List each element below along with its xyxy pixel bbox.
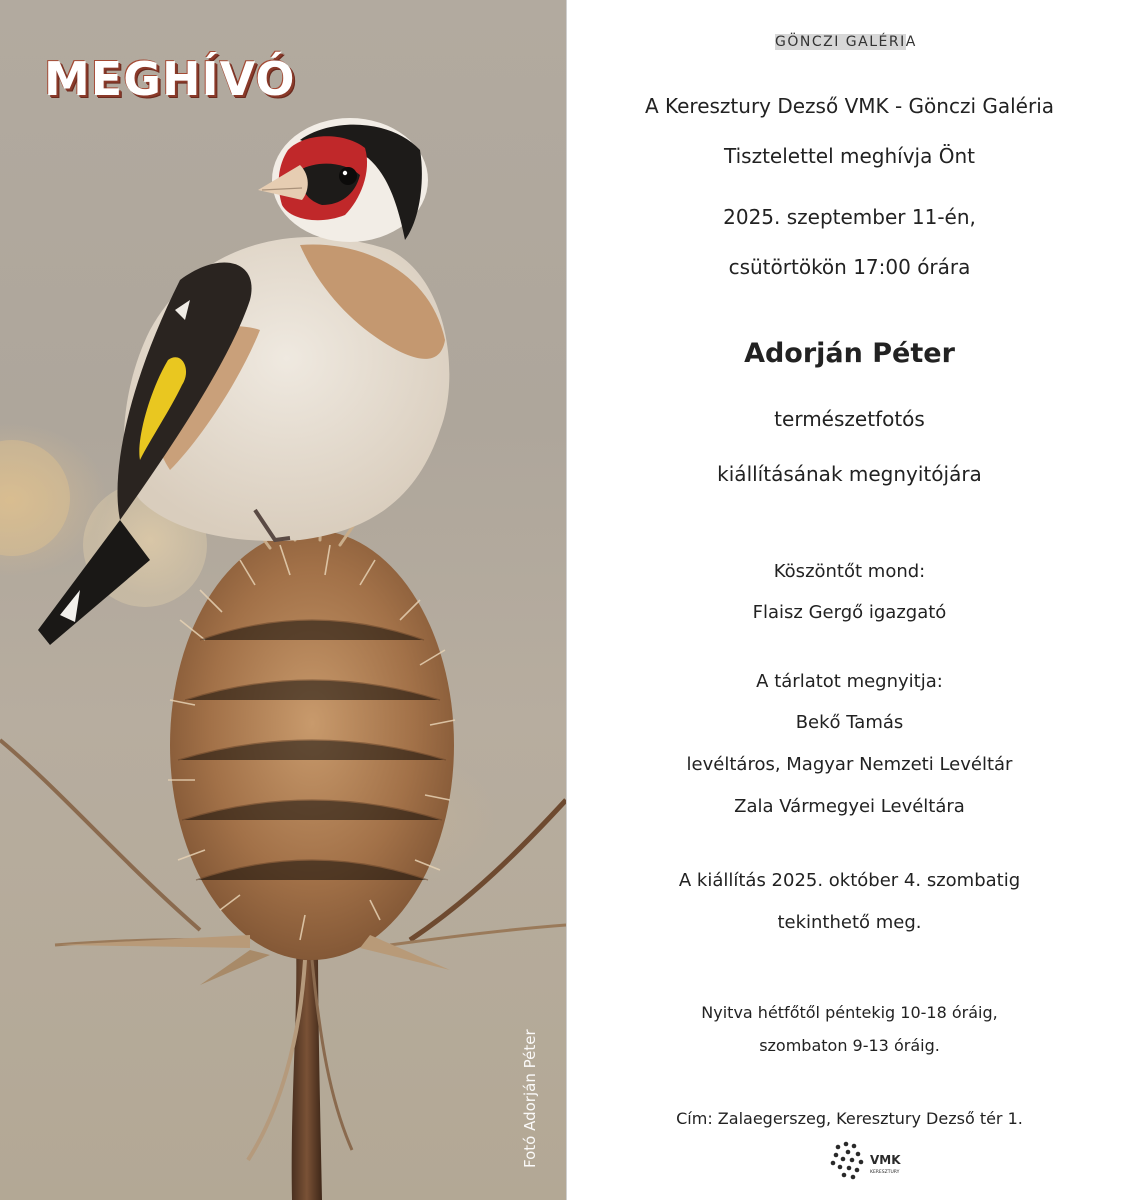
exhibition-until-1: A kiállítás 2025. október 4. szombatig	[678, 870, 1021, 891]
invitation-title: MEGHÍVÓ	[44, 52, 296, 106]
gallery-label-highlight: GÖNCZI GALÉRI	[775, 34, 906, 50]
event-description: kiállításának megnyitójára	[717, 462, 982, 486]
invitation-text-panel	[567, 0, 1132, 1200]
opener-label: A tárlatot megnyitja:	[756, 671, 943, 692]
opener-name: Bekő Tamás	[795, 712, 904, 733]
event-time: csütörtökön 17:00 órára	[728, 255, 971, 279]
invitation-line: Tisztelettel meghívja Önt	[724, 144, 975, 168]
vmk-logo-subtext: KERESZTURY	[870, 1170, 900, 1175]
artist-name: Adorján Péter	[744, 338, 955, 369]
opener-title-1: levéltáros, Magyar Nemzeti Levéltár	[686, 754, 1013, 775]
vmk-logo	[830, 1140, 910, 1180]
opener-title-2: Zala Vármegyei Levéltára	[734, 796, 965, 817]
artist-role: természetfotós	[774, 407, 925, 431]
event-date: 2025. szeptember 11-én,	[723, 205, 976, 229]
gallery-label-rest: A	[905, 34, 917, 50]
address-line: Cím: Zalaegerszeg, Keresztury Dezső tér 1.	[676, 1109, 1023, 1128]
opening-hours-1: Nyitva hétfőtől péntekig 10-18 óráig,	[701, 1003, 998, 1022]
exhibition-until-2: tekinthető meg.	[777, 912, 922, 933]
organizer-line: A Keresztury Dezső VMK - Gönczi Galéria	[644, 94, 1055, 118]
opening-hours-2: szombaton 9-13 óráig.	[759, 1036, 940, 1055]
vmk-logo-text: VMK	[870, 1153, 901, 1167]
photo-credit: Fotó Adorján Péter	[521, 1029, 539, 1168]
greeting-person: Flaisz Gergő igazgató	[752, 602, 947, 623]
greeting-label: Köszöntőt mond:	[773, 561, 926, 582]
